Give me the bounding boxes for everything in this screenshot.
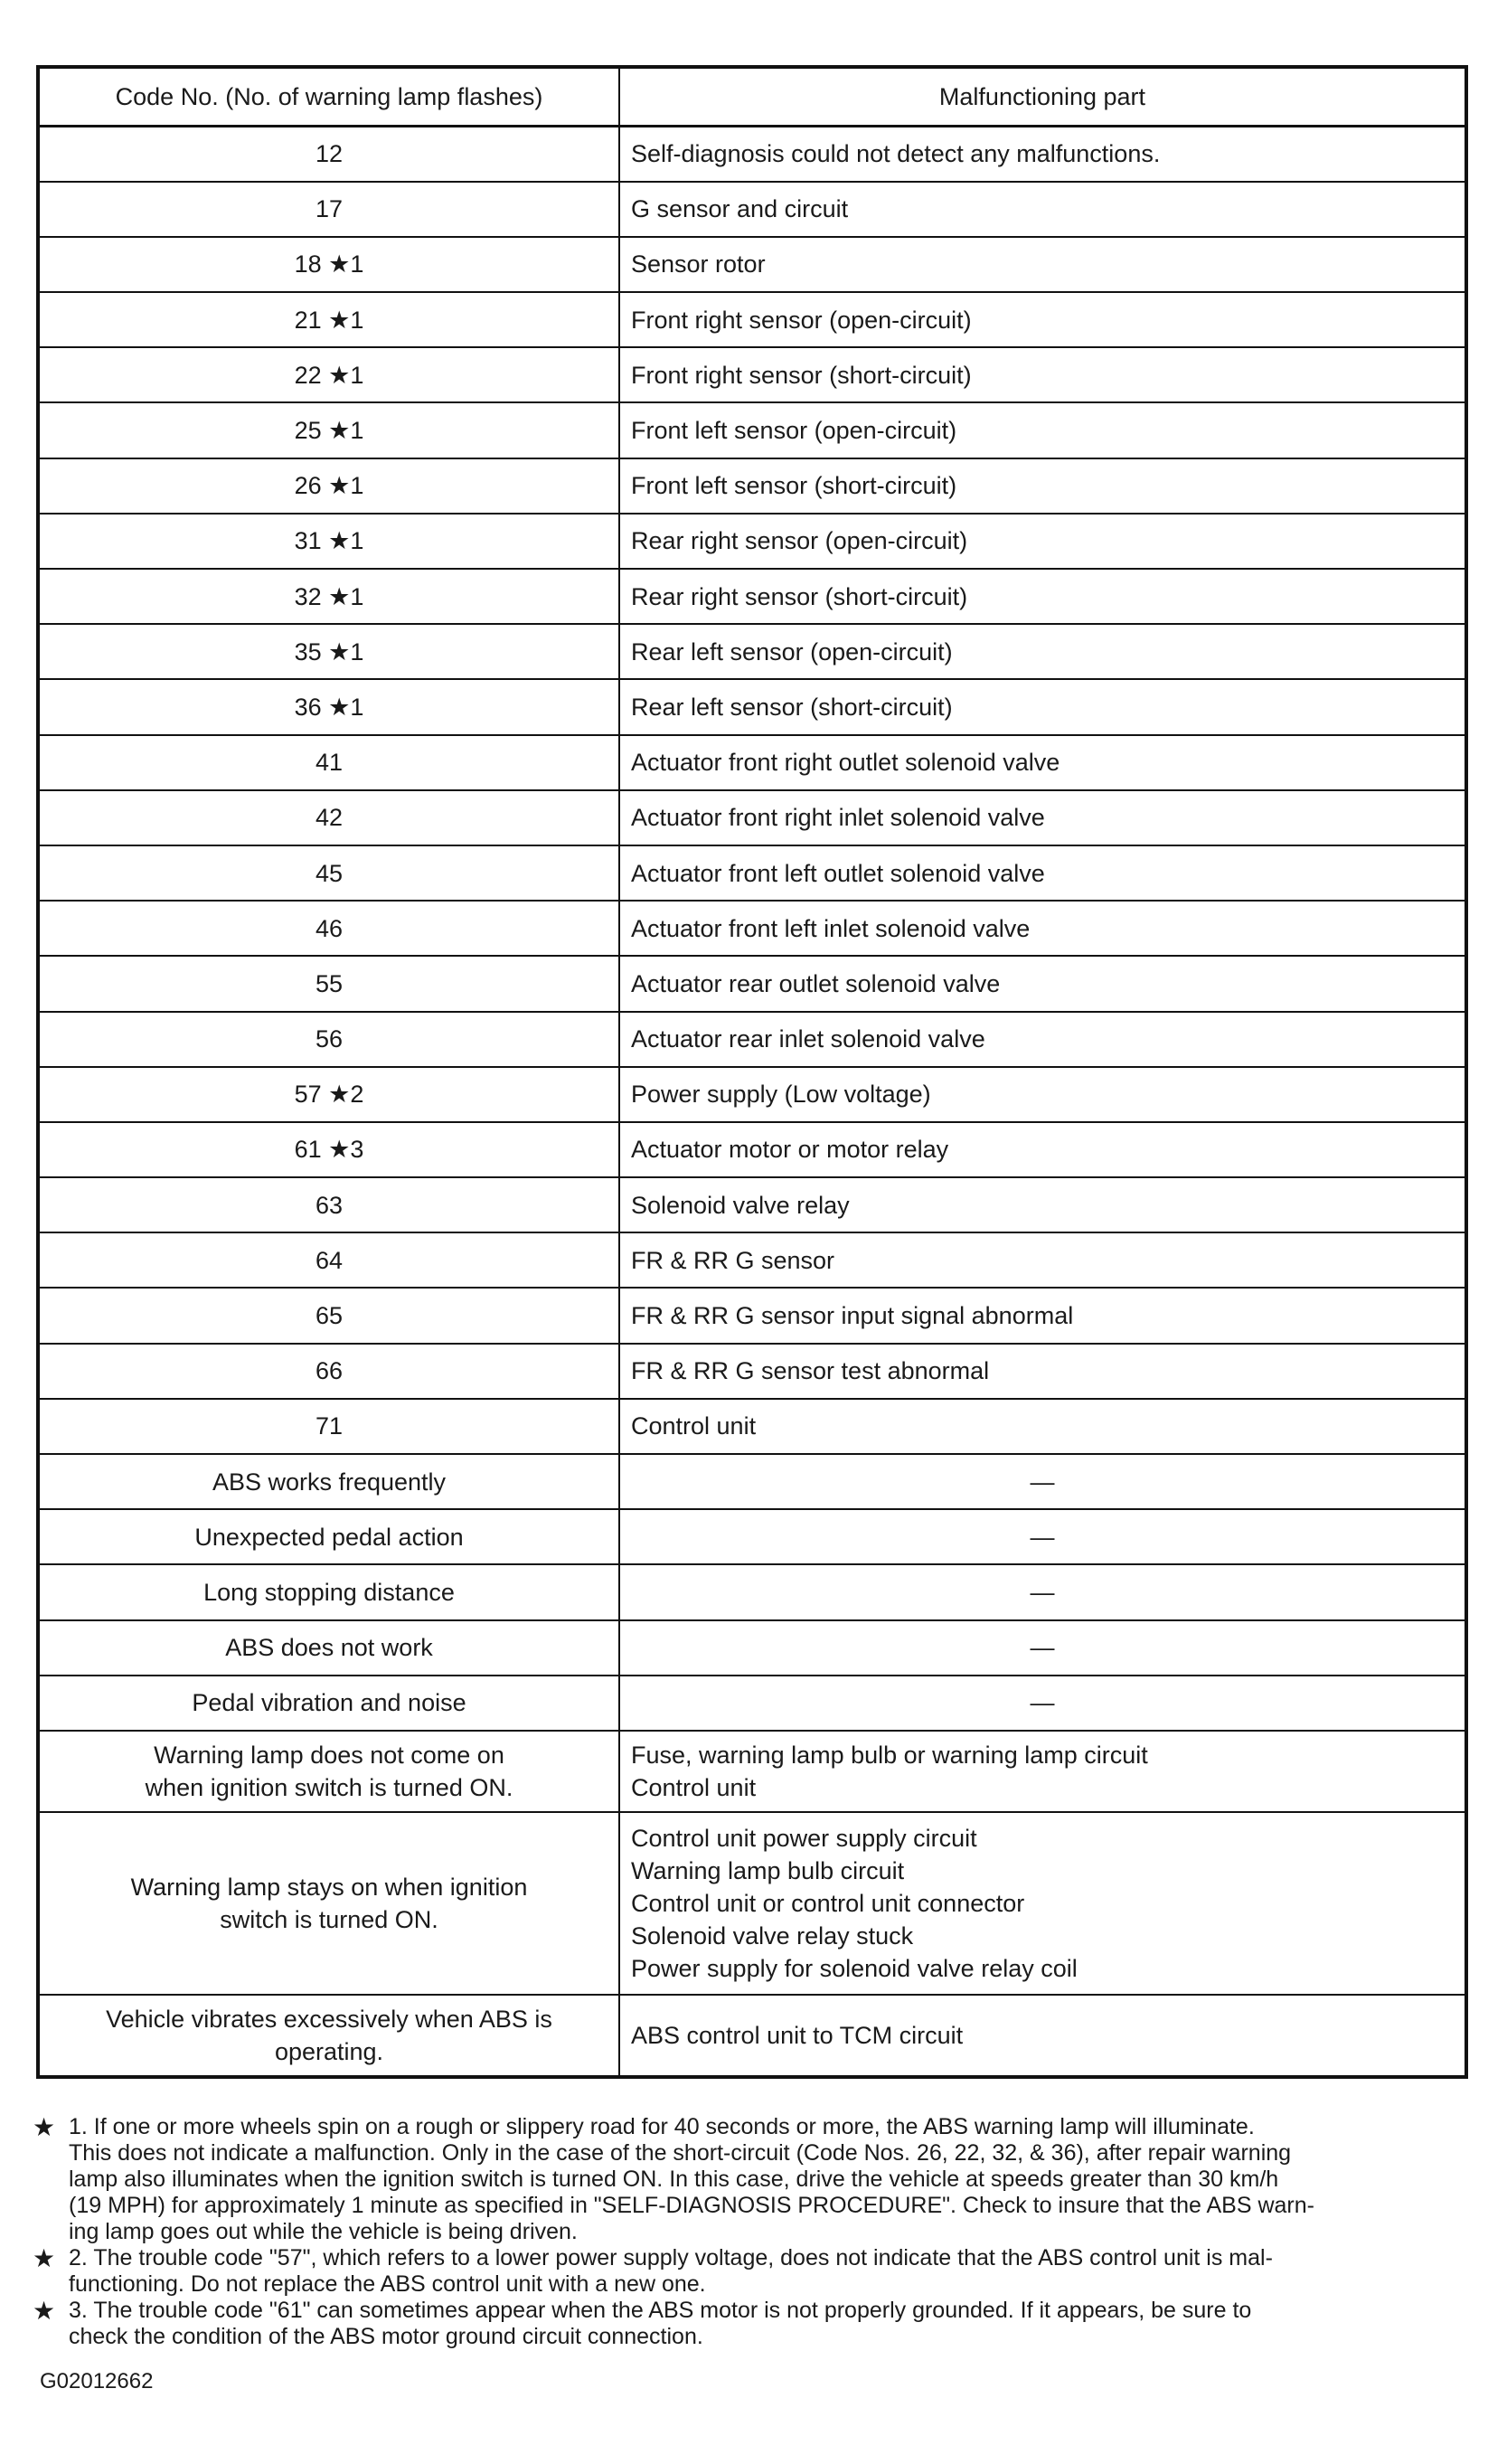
code-cell: 41 xyxy=(38,735,619,790)
footnote-line: 3. The trouble code "61" can sometimes appear when the ABS motor is not properly grounded. If it appears, be sure to xyxy=(69,2298,1252,2323)
table-row xyxy=(38,182,1466,237)
code-table-container xyxy=(36,65,1465,2079)
table-row xyxy=(38,127,1466,182)
part-line: Fuse, warning lamp bulb or warning lamp circuit xyxy=(631,1741,1148,1769)
malfunctioning-part-cell: Front right sensor (short-circuit) xyxy=(619,347,1466,402)
code-cell: 31 ★1 xyxy=(38,514,619,569)
footnote xyxy=(33,2245,1479,2298)
code-cell: 21 ★1 xyxy=(38,292,619,347)
malfunctioning-part-cell: — xyxy=(619,1509,1466,1564)
code-cell: 32 ★1 xyxy=(38,569,619,624)
code-cell: Unexpected pedal action xyxy=(38,1509,619,1564)
code-cell: 36 ★1 xyxy=(38,679,619,734)
code-cell: 66 xyxy=(38,1344,619,1399)
code-line: operating. xyxy=(274,2037,384,2065)
table-header-row xyxy=(38,67,1466,127)
code-cell: 18 ★1 xyxy=(38,237,619,292)
malfunctioning-part-cell: Rear right sensor (short-circuit) xyxy=(619,569,1466,624)
malfunctioning-part-cell: Sensor rotor xyxy=(619,237,1466,292)
code-cell xyxy=(38,1731,619,1812)
code-line: Warning lamp does not come on xyxy=(154,1741,504,1769)
footnote-line: 1. If one or more wheels spin on a rough or slippery road for 40 seconds or more, the ABS warning lamp will illuminate. xyxy=(69,2114,1255,2139)
footnote-line: ing lamp goes out while the vehicle is being driven. xyxy=(69,2219,578,2244)
part-line: ABS control unit to TCM circuit xyxy=(631,2021,964,2049)
table-row xyxy=(38,845,1466,901)
malfunctioning-part-cell: Actuator rear inlet solenoid valve xyxy=(619,1012,1466,1067)
footnote-line: 2. The trouble code "57", which refers to a lower power supply voltage, does not indicate that the ABS control unit is mal- xyxy=(69,2245,1273,2270)
code-cell: 55 xyxy=(38,956,619,1011)
malfunctioning-part-cell: G sensor and circuit xyxy=(619,182,1466,237)
table-row xyxy=(38,1995,1466,2077)
footnote-line: lamp also illuminates when the ignition switch is turned ON. In this case, drive the vehicle at speeds greater than 30 km/h xyxy=(69,2167,1279,2192)
malfunctioning-part-cell: FR & RR G sensor input signal abnormal xyxy=(619,1288,1466,1343)
code-cell: 63 xyxy=(38,1177,619,1232)
malfunctioning-part-cell: Rear right sensor (open-circuit) xyxy=(619,514,1466,569)
code-cell: 25 ★1 xyxy=(38,402,619,458)
table-row xyxy=(38,1067,1466,1122)
table-row xyxy=(38,1509,1466,1564)
table-row xyxy=(38,1731,1466,1812)
part-line: Solenoid valve relay stuck xyxy=(631,1921,914,1949)
part-line: Power supply for solenoid valve relay coil xyxy=(631,1954,1078,1982)
table-row xyxy=(38,735,1466,790)
part-line: Warning lamp bulb circuit xyxy=(631,1856,905,1884)
code-cell: Pedal vibration and noise xyxy=(38,1676,619,1731)
table-row xyxy=(38,1620,1466,1676)
code-cell: 45 xyxy=(38,845,619,901)
code-cell: 71 xyxy=(38,1399,619,1454)
malfunctioning-part-cell: Front left sensor (open-circuit) xyxy=(619,402,1466,458)
table-row xyxy=(38,514,1466,569)
part-line: Control unit or control unit connector xyxy=(631,1889,1025,1917)
malfunctioning-part-cell: Rear left sensor (open-circuit) xyxy=(619,624,1466,679)
footnote-line: functioning. Do not replace the ABS control unit with a new one. xyxy=(69,2271,706,2297)
table-row xyxy=(38,1344,1466,1399)
footnotes xyxy=(33,2114,1479,2350)
code-cell xyxy=(38,1995,619,2077)
table-row xyxy=(38,1122,1466,1177)
table-row xyxy=(38,956,1466,1011)
table-row xyxy=(38,347,1466,402)
code-cell: 64 xyxy=(38,1232,619,1288)
code-line: Vehicle vibrates excessively when ABS is xyxy=(106,2005,552,2033)
code-cell: 26 ★1 xyxy=(38,458,619,514)
header-code: Code No. (No. of warning lamp flashes) xyxy=(38,67,619,127)
table-row xyxy=(38,1812,1466,1995)
malfunctioning-part-cell: FR & RR G sensor xyxy=(619,1232,1466,1288)
code-cell: 42 xyxy=(38,790,619,845)
code-cell: 65 xyxy=(38,1288,619,1343)
part-line: Control unit power supply circuit xyxy=(631,1824,977,1852)
header-malfunctioning-part: Malfunctioning part xyxy=(619,67,1466,127)
code-cell: 12 xyxy=(38,127,619,182)
code-cell: 57 ★2 xyxy=(38,1067,619,1122)
table-row xyxy=(38,292,1466,347)
malfunctioning-part-cell: Actuator front left outlet solenoid valve xyxy=(619,845,1466,901)
footnote xyxy=(33,2114,1479,2245)
table-row xyxy=(38,901,1466,956)
malfunctioning-part-cell xyxy=(619,1812,1466,1995)
footnote-line: This does not indicate a malfunction. Only in the case of the short-circuit (Code Nos. 26, 22, 32, & 36), after repair warning xyxy=(69,2140,1292,2166)
footnote-line: check the condition of the ABS motor ground circuit connection. xyxy=(69,2324,703,2349)
code-line: when ignition switch is turned ON. xyxy=(145,1773,513,1801)
table-row xyxy=(38,1232,1466,1288)
table-row xyxy=(38,1012,1466,1067)
malfunctioning-part-cell: Actuator rear outlet solenoid valve xyxy=(619,956,1466,1011)
malfunctioning-part-cell: Solenoid valve relay xyxy=(619,1177,1466,1232)
code-cell: 61 ★3 xyxy=(38,1122,619,1177)
malfunctioning-part-cell xyxy=(619,1995,1466,2077)
malfunctioning-part-cell: — xyxy=(619,1564,1466,1619)
table-row xyxy=(38,237,1466,292)
malfunctioning-part-cell: Actuator front right outlet solenoid valve xyxy=(619,735,1466,790)
trouble-code-table xyxy=(36,65,1468,2079)
malfunctioning-part-cell: Rear left sensor (short-circuit) xyxy=(619,679,1466,734)
code-cell: ABS works frequently xyxy=(38,1454,619,1509)
table-row xyxy=(38,1399,1466,1454)
malfunctioning-part-cell: Actuator front right inlet solenoid valve xyxy=(619,790,1466,845)
malfunctioning-part-cell: Actuator motor or motor relay xyxy=(619,1122,1466,1177)
malfunctioning-part-cell: Front right sensor (open-circuit) xyxy=(619,292,1466,347)
code-cell: ABS does not work xyxy=(38,1620,619,1676)
code-cell: 46 xyxy=(38,901,619,956)
malfunctioning-part-cell: Front left sensor (short-circuit) xyxy=(619,458,1466,514)
malfunctioning-part-cell: Control unit xyxy=(619,1399,1466,1454)
code-cell xyxy=(38,1812,619,1995)
table-row xyxy=(38,458,1466,514)
code-cell: 35 ★1 xyxy=(38,624,619,679)
malfunctioning-part-cell: — xyxy=(619,1620,1466,1676)
star-icon: ★ xyxy=(33,2244,56,2272)
star-icon: ★ xyxy=(33,2113,56,2141)
code-cell: Long stopping distance xyxy=(38,1564,619,1619)
table-row xyxy=(38,679,1466,734)
table-row xyxy=(38,569,1466,624)
malfunctioning-part-cell: — xyxy=(619,1454,1466,1509)
code-cell: 56 xyxy=(38,1012,619,1067)
figure-id: G02012662 xyxy=(40,2369,154,2393)
code-cell: 22 ★1 xyxy=(38,347,619,402)
code-cell: 17 xyxy=(38,182,619,237)
footnote xyxy=(33,2298,1479,2350)
code-line: switch is turned ON. xyxy=(220,1905,438,1933)
malfunctioning-part-cell: Actuator front left inlet solenoid valve xyxy=(619,901,1466,956)
table-row xyxy=(38,1564,1466,1619)
malfunctioning-part-cell: — xyxy=(619,1676,1466,1731)
malfunctioning-part-cell: Power supply (Low voltage) xyxy=(619,1067,1466,1122)
table-row xyxy=(38,790,1466,845)
table-row xyxy=(38,624,1466,679)
code-line: Warning lamp stays on when ignition xyxy=(130,1873,528,1901)
malfunctioning-part-cell: Self-diagnosis could not detect any malfunctions. xyxy=(619,127,1466,182)
malfunctioning-part-cell xyxy=(619,1731,1466,1812)
star-icon: ★ xyxy=(33,2297,56,2325)
table-row xyxy=(38,1454,1466,1509)
part-line: Control unit xyxy=(631,1773,757,1801)
table-row xyxy=(38,402,1466,458)
table-row xyxy=(38,1177,1466,1232)
footnote-line: (19 MPH) for approximately 1 minute as specified in "SELF-DIAGNOSIS PROCEDURE". Check to insure that the ABS warn- xyxy=(69,2193,1314,2218)
table-row xyxy=(38,1676,1466,1731)
malfunctioning-part-cell: FR & RR G sensor test abnormal xyxy=(619,1344,1466,1399)
table-row xyxy=(38,1288,1466,1343)
